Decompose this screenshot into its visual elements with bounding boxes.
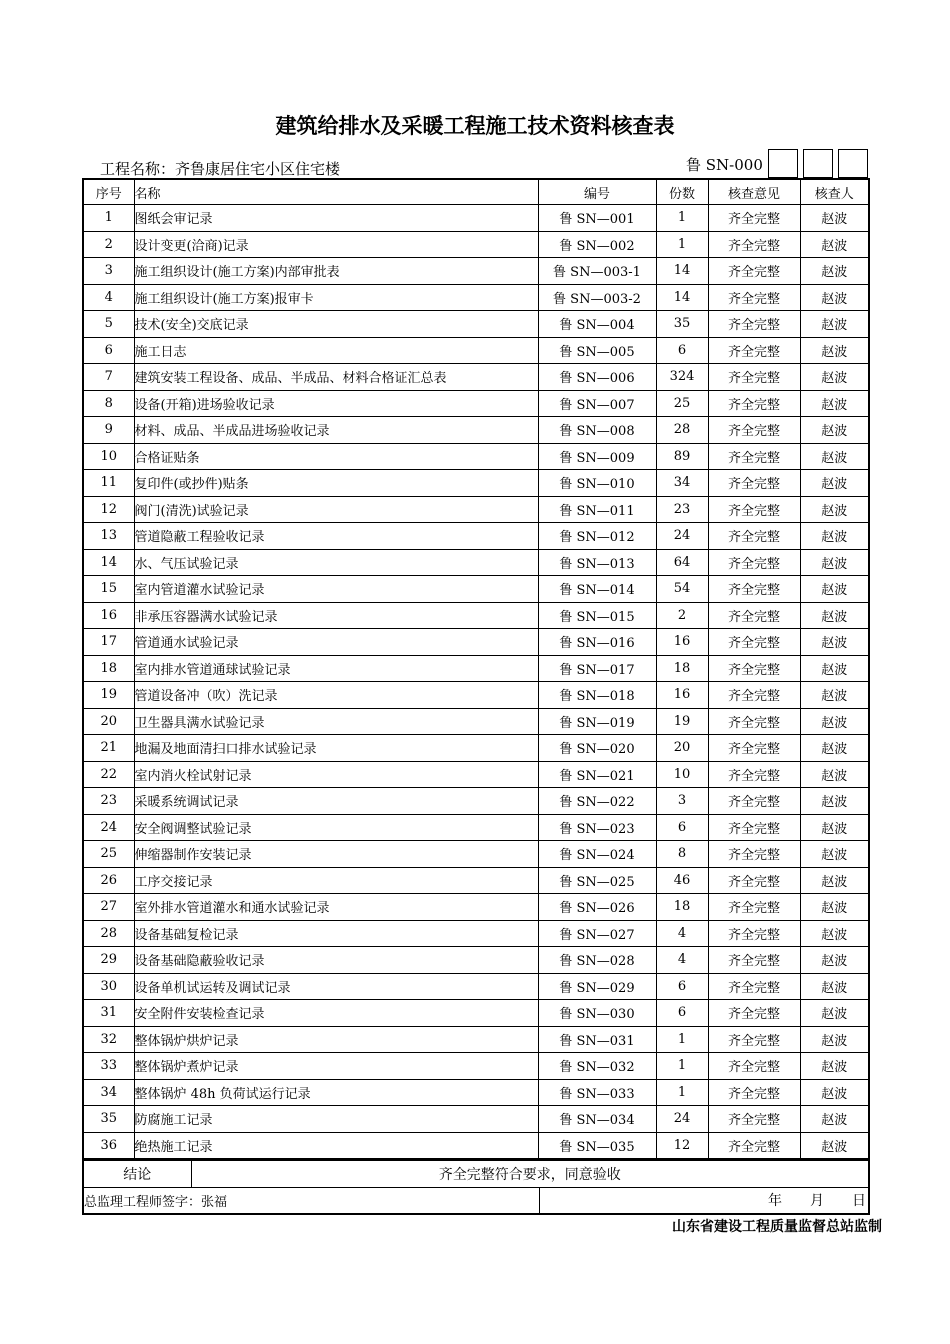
row-name: 室内排水管道通球试验记录 [134, 655, 538, 682]
row-code: 鲁 SN—030 [538, 1000, 656, 1027]
table-row [83, 1106, 869, 1133]
conclusion-label: 结论 [83, 1161, 191, 1188]
row-no: 9 [83, 417, 134, 444]
table-row [83, 576, 869, 603]
row-opinion: 齐全完整 [708, 735, 800, 762]
table-row [83, 655, 869, 682]
row-code: 鲁 SN—003-1 [538, 258, 656, 285]
row-no: 3 [83, 258, 134, 285]
table-row [83, 629, 869, 656]
row-code: 鲁 SN—015 [538, 602, 656, 629]
header-count: 份数 [656, 179, 708, 205]
table-row [83, 311, 869, 338]
row-count: 4 [656, 920, 708, 947]
row-count: 4 [656, 947, 708, 974]
table-row [83, 390, 869, 417]
row-checker: 赵波 [800, 205, 869, 232]
row-opinion: 齐全完整 [708, 655, 800, 682]
row-checker: 赵波 [800, 258, 869, 285]
row-opinion: 齐全完整 [708, 496, 800, 523]
row-opinion: 齐全完整 [708, 602, 800, 629]
row-name: 管道设备冲（吹）洗记录 [134, 682, 538, 709]
row-opinion: 齐全完整 [708, 867, 800, 894]
row-no: 7 [83, 364, 134, 391]
row-code: 鲁 SN—011 [538, 496, 656, 523]
row-opinion: 齐全完整 [708, 920, 800, 947]
row-checker: 赵波 [800, 284, 869, 311]
row-opinion: 齐全完整 [708, 205, 800, 232]
row-opinion: 齐全完整 [708, 682, 800, 709]
table-row [83, 417, 869, 444]
row-no: 2 [83, 231, 134, 258]
code-box-2[interactable] [803, 149, 833, 178]
row-count: 24 [656, 523, 708, 550]
row-opinion: 齐全完整 [708, 814, 800, 841]
row-checker: 赵波 [800, 1000, 869, 1027]
project-name: 工程名称：齐鲁康居住宅小区住宅楼 [100, 160, 341, 178]
table-row [83, 443, 869, 470]
table-row [83, 523, 869, 550]
row-no: 8 [83, 390, 134, 417]
row-code: 鲁 SN—003-2 [538, 284, 656, 311]
row-no: 22 [83, 761, 134, 788]
row-opinion: 齐全完整 [708, 629, 800, 656]
row-opinion: 齐全完整 [708, 1132, 800, 1159]
row-count: 34 [656, 470, 708, 497]
page-title: 建筑给排水及采暖工程施工技术资料核查表 [275, 114, 675, 138]
row-code: 鲁 SN—020 [538, 735, 656, 762]
row-no: 13 [83, 523, 134, 550]
conclusion-text: 齐全完整符合要求，同意验收 [191, 1161, 869, 1188]
row-opinion: 齐全完整 [708, 788, 800, 815]
table-row [83, 814, 869, 841]
conclusion-table [82, 1160, 870, 1215]
row-checker: 赵波 [800, 841, 869, 868]
row-no: 26 [83, 867, 134, 894]
row-checker: 赵波 [800, 788, 869, 815]
row-checker: 赵波 [800, 761, 869, 788]
row-checker: 赵波 [800, 390, 869, 417]
row-count: 16 [656, 629, 708, 656]
row-count: 16 [656, 682, 708, 709]
table-row [83, 602, 869, 629]
row-name: 整体锅炉 48h 负荷试运行记录 [134, 1079, 538, 1106]
row-code: 鲁 SN—022 [538, 788, 656, 815]
row-code: 鲁 SN—019 [538, 708, 656, 735]
row-opinion: 齐全完整 [708, 443, 800, 470]
row-name: 管道隐蔽工程验收记录 [134, 523, 538, 550]
row-count: 64 [656, 549, 708, 576]
code-box-1[interactable] [768, 149, 798, 178]
row-count: 1 [656, 231, 708, 258]
row-no: 1 [83, 205, 134, 232]
row-code: 鲁 SN—027 [538, 920, 656, 947]
row-name: 伸缩器制作安装记录 [134, 841, 538, 868]
table-row [83, 1053, 869, 1080]
row-code: 鲁 SN—034 [538, 1106, 656, 1133]
row-name: 管道通水试验记录 [134, 629, 538, 656]
row-count: 8 [656, 841, 708, 868]
row-no: 31 [83, 1000, 134, 1027]
row-name: 设备基础复检记录 [134, 920, 538, 947]
row-no: 27 [83, 894, 134, 921]
row-checker: 赵波 [800, 814, 869, 841]
row-checker: 赵波 [800, 576, 869, 603]
date-label: 年 月 日 [539, 1188, 869, 1214]
table-row [83, 947, 869, 974]
row-name: 建筑安装工程设备、成品、半成品、材料合格证汇总表 [134, 364, 538, 391]
row-count: 19 [656, 708, 708, 735]
header-checker: 核查人 [800, 179, 869, 205]
row-opinion: 齐全完整 [708, 284, 800, 311]
row-checker: 赵波 [800, 867, 869, 894]
row-no: 32 [83, 1026, 134, 1053]
row-code: 鲁 SN—009 [538, 443, 656, 470]
row-name: 施工组织设计(施工方案)内部审批表 [134, 258, 538, 285]
row-count: 1 [656, 205, 708, 232]
row-name: 卫生器具满水试验记录 [134, 708, 538, 735]
row-name: 整体锅炉烘炉记录 [134, 1026, 538, 1053]
row-code: 鲁 SN—008 [538, 417, 656, 444]
row-no: 17 [83, 629, 134, 656]
row-opinion: 齐全完整 [708, 523, 800, 550]
row-no: 23 [83, 788, 134, 815]
row-checker: 赵波 [800, 523, 869, 550]
row-opinion: 齐全完整 [708, 576, 800, 603]
row-count: 1 [656, 1026, 708, 1053]
row-count: 20 [656, 735, 708, 762]
records-table [82, 178, 870, 1160]
table-row [83, 708, 869, 735]
row-checker: 赵波 [800, 496, 869, 523]
row-no: 19 [83, 682, 134, 709]
table-row [83, 894, 869, 921]
row-no: 21 [83, 735, 134, 762]
row-name: 采暖系统调试记录 [134, 788, 538, 815]
row-count: 89 [656, 443, 708, 470]
row-opinion: 齐全完整 [708, 708, 800, 735]
row-opinion: 齐全完整 [708, 417, 800, 444]
row-name: 设备单机试运转及调试记录 [134, 973, 538, 1000]
row-no: 35 [83, 1106, 134, 1133]
row-name: 设备(开箱)进场验收记录 [134, 390, 538, 417]
row-count: 6 [656, 814, 708, 841]
row-count: 6 [656, 337, 708, 364]
header-name: 名称 [134, 179, 538, 205]
row-name: 施工日志 [134, 337, 538, 364]
row-no: 30 [83, 973, 134, 1000]
row-code: 鲁 SN—026 [538, 894, 656, 921]
table-row [83, 231, 869, 258]
row-code: 鲁 SN—029 [538, 973, 656, 1000]
table-row [83, 682, 869, 709]
row-count: 3 [656, 788, 708, 815]
row-opinion: 齐全完整 [708, 470, 800, 497]
row-name: 设计变更(洽商)记录 [134, 231, 538, 258]
row-code: 鲁 SN—004 [538, 311, 656, 338]
row-checker: 赵波 [800, 1079, 869, 1106]
row-code: 鲁 SN—012 [538, 523, 656, 550]
row-count: 6 [656, 1000, 708, 1027]
row-checker: 赵波 [800, 231, 869, 258]
table-row [83, 973, 869, 1000]
row-count: 25 [656, 390, 708, 417]
table-row [83, 258, 869, 285]
row-name: 整体锅炉煮炉记录 [134, 1053, 538, 1080]
row-opinion: 齐全完整 [708, 549, 800, 576]
row-name: 复印件(或抄件)贴条 [134, 470, 538, 497]
row-opinion: 齐全完整 [708, 1026, 800, 1053]
table-row [83, 1026, 869, 1053]
row-count: 12 [656, 1132, 708, 1159]
row-no: 16 [83, 602, 134, 629]
table-row [83, 761, 869, 788]
row-code: 鲁 SN—001 [538, 205, 656, 232]
row-name: 合格证贴条 [134, 443, 538, 470]
header-no: 序号 [83, 179, 134, 205]
row-checker: 赵波 [800, 947, 869, 974]
header-code: 编号 [538, 179, 656, 205]
table-row [83, 284, 869, 311]
row-code: 鲁 SN—017 [538, 655, 656, 682]
row-count: 35 [656, 311, 708, 338]
row-code: 鲁 SN—014 [538, 576, 656, 603]
row-checker: 赵波 [800, 443, 869, 470]
row-opinion: 齐全完整 [708, 1079, 800, 1106]
row-count: 2 [656, 602, 708, 629]
footer-issuer: 山东省建设工程质量监督总站监制 [672, 1219, 882, 1235]
row-opinion: 齐全完整 [708, 841, 800, 868]
row-no: 25 [83, 841, 134, 868]
row-checker: 赵波 [800, 629, 869, 656]
row-name: 安全附件安装检查记录 [134, 1000, 538, 1027]
table-row [83, 841, 869, 868]
row-no: 11 [83, 470, 134, 497]
row-checker: 赵波 [800, 894, 869, 921]
row-code: 鲁 SN—031 [538, 1026, 656, 1053]
row-name: 室内消火栓试射记录 [134, 761, 538, 788]
row-name: 图纸会审记录 [134, 205, 538, 232]
row-checker: 赵波 [800, 1053, 869, 1080]
row-count: 1 [656, 1079, 708, 1106]
row-count: 18 [656, 655, 708, 682]
row-count: 23 [656, 496, 708, 523]
row-checker: 赵波 [800, 735, 869, 762]
row-name: 地漏及地面清扫口排水试验记录 [134, 735, 538, 762]
row-no: 4 [83, 284, 134, 311]
row-name: 施工组织设计(施工方案)报审卡 [134, 284, 538, 311]
row-name: 技术(安全)交底记录 [134, 311, 538, 338]
row-opinion: 齐全完整 [708, 364, 800, 391]
row-name: 阀门(清洗)试验记录 [134, 496, 538, 523]
row-no: 28 [83, 920, 134, 947]
row-name: 安全阀调整试验记录 [134, 814, 538, 841]
row-opinion: 齐全完整 [708, 947, 800, 974]
table-header-row [83, 179, 869, 205]
row-checker: 赵波 [800, 364, 869, 391]
table-row [83, 1132, 869, 1159]
row-opinion: 齐全完整 [708, 1000, 800, 1027]
row-code: 鲁 SN—018 [538, 682, 656, 709]
row-code: 鲁 SN—032 [538, 1053, 656, 1080]
row-no: 18 [83, 655, 134, 682]
row-count: 28 [656, 417, 708, 444]
table-row [83, 205, 869, 232]
row-no: 15 [83, 576, 134, 603]
row-checker: 赵波 [800, 549, 869, 576]
row-no: 29 [83, 947, 134, 974]
row-checker: 赵波 [800, 470, 869, 497]
document-code: 鲁 SN-000 [686, 156, 763, 174]
table-row [83, 470, 869, 497]
row-opinion: 齐全完整 [708, 258, 800, 285]
row-checker: 赵波 [800, 1132, 869, 1159]
row-opinion: 齐全完整 [708, 231, 800, 258]
row-opinion: 齐全完整 [708, 894, 800, 921]
row-code: 鲁 SN—024 [538, 841, 656, 868]
row-code: 鲁 SN—035 [538, 1132, 656, 1159]
table-row [83, 364, 869, 391]
table-row [83, 788, 869, 815]
row-count: 18 [656, 894, 708, 921]
row-count: 324 [656, 364, 708, 391]
signature-label: 总监理工程师签字：张福 [83, 1188, 539, 1214]
table-row [83, 735, 869, 762]
signature-row [83, 1188, 869, 1214]
code-box-3[interactable] [838, 149, 868, 178]
row-opinion: 齐全完整 [708, 337, 800, 364]
row-name: 水、气压试验记录 [134, 549, 538, 576]
row-name: 非承压容器满水试验记录 [134, 602, 538, 629]
row-count: 46 [656, 867, 708, 894]
row-name: 绝热施工记录 [134, 1132, 538, 1159]
row-checker: 赵波 [800, 708, 869, 735]
row-count: 14 [656, 258, 708, 285]
table-row [83, 1079, 869, 1106]
row-name: 材料、成品、半成品进场验收记录 [134, 417, 538, 444]
row-no: 33 [83, 1053, 134, 1080]
row-no: 14 [83, 549, 134, 576]
row-name: 设备基础隐蔽验收记录 [134, 947, 538, 974]
row-checker: 赵波 [800, 1106, 869, 1133]
table-row [83, 549, 869, 576]
conclusion-row [83, 1161, 869, 1188]
row-checker: 赵波 [800, 337, 869, 364]
row-checker: 赵波 [800, 973, 869, 1000]
row-name: 室内管道灌水试验记录 [134, 576, 538, 603]
row-no: 10 [83, 443, 134, 470]
row-no: 36 [83, 1132, 134, 1159]
row-name: 室外排水管道灌水和通水试验记录 [134, 894, 538, 921]
row-code: 鲁 SN—010 [538, 470, 656, 497]
row-checker: 赵波 [800, 682, 869, 709]
row-opinion: 齐全完整 [708, 390, 800, 417]
row-count: 10 [656, 761, 708, 788]
row-code: 鲁 SN—016 [538, 629, 656, 656]
table-row [83, 496, 869, 523]
row-checker: 赵波 [800, 655, 869, 682]
row-opinion: 齐全完整 [708, 973, 800, 1000]
table-row [83, 867, 869, 894]
row-code: 鲁 SN—025 [538, 867, 656, 894]
row-opinion: 齐全完整 [708, 761, 800, 788]
row-code: 鲁 SN—006 [538, 364, 656, 391]
row-opinion: 齐全完整 [708, 1053, 800, 1080]
row-checker: 赵波 [800, 602, 869, 629]
row-count: 54 [656, 576, 708, 603]
table-row [83, 920, 869, 947]
row-no: 20 [83, 708, 134, 735]
row-count: 24 [656, 1106, 708, 1133]
row-checker: 赵波 [800, 311, 869, 338]
row-name: 工序交接记录 [134, 867, 538, 894]
row-code: 鲁 SN—013 [538, 549, 656, 576]
header-opinion: 核查意见 [708, 179, 800, 205]
row-no: 34 [83, 1079, 134, 1106]
row-no: 6 [83, 337, 134, 364]
row-code: 鲁 SN—033 [538, 1079, 656, 1106]
row-code: 鲁 SN—023 [538, 814, 656, 841]
row-opinion: 齐全完整 [708, 311, 800, 338]
table-row [83, 337, 869, 364]
row-no: 24 [83, 814, 134, 841]
row-name: 防腐施工记录 [134, 1106, 538, 1133]
row-count: 1 [656, 1053, 708, 1080]
table-row [83, 1000, 869, 1027]
row-code: 鲁 SN—021 [538, 761, 656, 788]
row-code: 鲁 SN—002 [538, 231, 656, 258]
row-code: 鲁 SN—005 [538, 337, 656, 364]
row-checker: 赵波 [800, 1026, 869, 1053]
row-code: 鲁 SN—007 [538, 390, 656, 417]
row-opinion: 齐全完整 [708, 1106, 800, 1133]
row-count: 14 [656, 284, 708, 311]
row-code: 鲁 SN—028 [538, 947, 656, 974]
row-no: 12 [83, 496, 134, 523]
row-count: 6 [656, 973, 708, 1000]
row-checker: 赵波 [800, 920, 869, 947]
row-no: 5 [83, 311, 134, 338]
row-checker: 赵波 [800, 417, 869, 444]
